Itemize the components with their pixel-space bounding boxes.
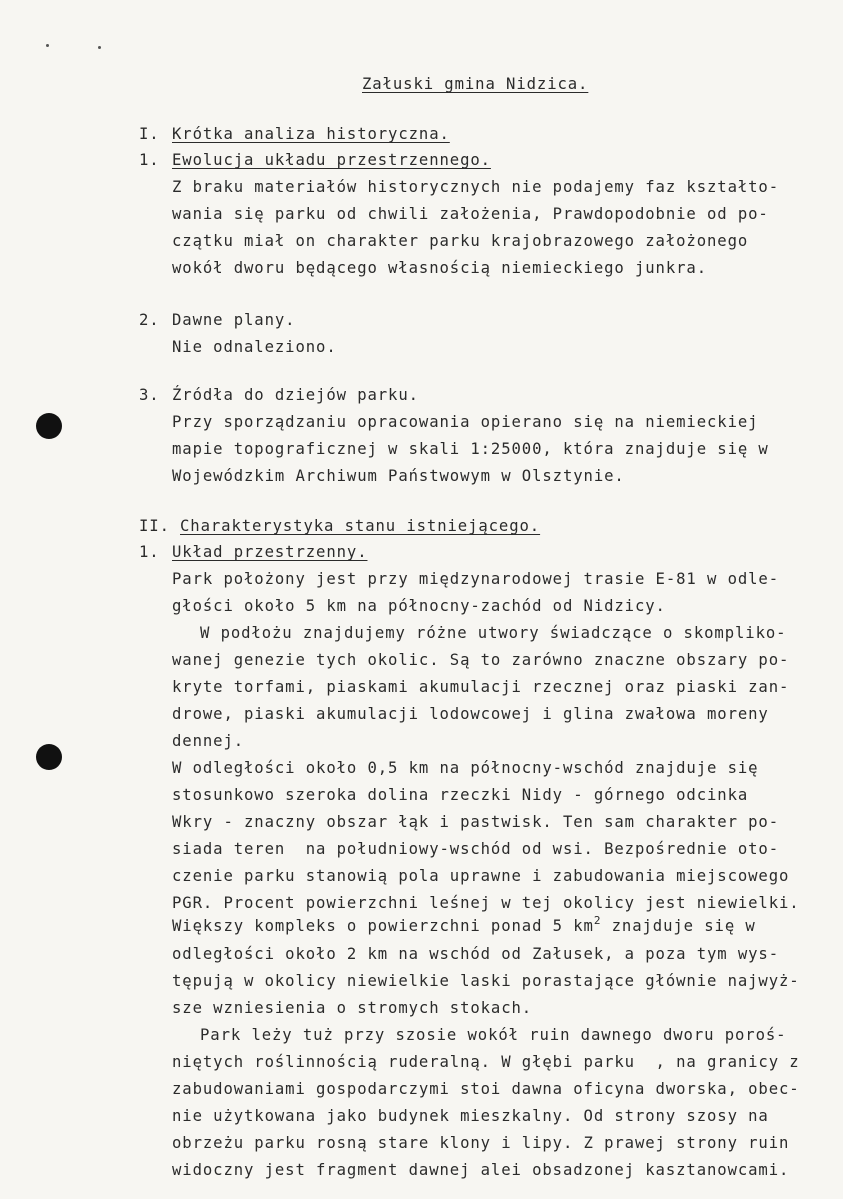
paragraph-line: czątku miał on charakter parku krajobrazowego założonego <box>172 232 749 250</box>
paragraph-line: nie użytkowana jako budynek mieszkalny. Od strony szosy na <box>172 1107 769 1125</box>
section-1-heading: Krótka analiza historyczna. <box>172 125 450 143</box>
line-text: znajduje się w <box>601 917 756 935</box>
paragraph-line: widoczny jest fragment dawnej alei obsadzonej kasztanowcami. <box>172 1161 790 1179</box>
document-title: Załuski gmina Nidzica. <box>362 75 589 93</box>
paragraph-line: głości około 5 km na północny-zachód od Nidzicy. <box>172 597 666 615</box>
paper-speck <box>98 46 101 49</box>
paragraph-line: drowe, piaski akumulacji lodowcowej i glina zwałowa moreny <box>172 705 769 723</box>
item-3-number: 3. <box>139 386 160 404</box>
item-3-heading: Źródła do dziejów parku. <box>172 386 419 404</box>
item-2-number: 2. <box>139 311 160 329</box>
paragraph-line: sze wzniesienia o stromych stokach. <box>172 999 533 1017</box>
paper-speck <box>46 44 49 47</box>
paragraph-line: czenie parku stanowią pola uprawne i zabudowania miejscowego <box>172 867 790 885</box>
paragraph-line: wanej genezie tych okolic. Są to zarówno znaczne obszary po- <box>172 651 790 669</box>
paragraph-line: Nie odnaleziono. <box>172 338 337 356</box>
section-2-heading: Charakterystyka stanu istniejącego. <box>180 517 541 535</box>
paragraph-line: wokół dworu będącego własnością niemieckiego junkra. <box>172 259 707 277</box>
paragraph-line: Park położony jest przy międzynarodowej trasie E-81 w odle- <box>172 570 780 588</box>
section-1-number: I. <box>139 125 160 143</box>
item-2-heading: Dawne plany. <box>172 311 296 329</box>
punch-hole-bottom <box>36 744 62 770</box>
paragraph-line: PGR. Procent powierzchni leśnej w tej okolicy jest niewielki. <box>172 894 800 912</box>
paragraph-line <box>172 916 756 936</box>
paragraph-line: zabudowaniami gospodarczymi stoi dawna oficyna dworska, obec- <box>172 1080 800 1098</box>
punch-hole-top <box>36 413 62 439</box>
item-1-number: 1. <box>139 151 160 169</box>
paragraph-line: siada teren na południowy-wschód od wsi. Bezpośrednie oto- <box>172 840 780 858</box>
paragraph-line: W odległości około 0,5 km na północny-wschód znajduje się <box>172 759 759 777</box>
paragraph-line: wania się parku od chwili założenia, Prawdopodobnie od po- <box>172 205 769 223</box>
paragraph-line: stosunkowo szeroka dolina rzeczki Nidy - górnego odcinka <box>172 786 749 804</box>
paragraph-line: obrzeżu parku rosną stare klony i lipy. Z prawej strony ruin <box>172 1134 790 1152</box>
line-text: Większy kompleks o powierzchni ponad 5 km <box>172 917 594 935</box>
item-1-heading: Ewolucja układu przestrzennego. <box>172 151 491 169</box>
paragraph-line: odległości około 2 km na wschód od Załusek, a poza tym wys- <box>172 945 780 963</box>
section-2-number: II. <box>139 517 170 535</box>
superscript: 2 <box>593 914 602 927</box>
paragraph-line: dennej. <box>172 732 245 750</box>
item-1-heading: Układ przestrzenny. <box>172 543 368 561</box>
paragraph-line: mapie topograficznej w skali 1:25000, która znajduje się w <box>172 440 769 458</box>
paragraph-line: Wojewódzkim Archiwum Państwowym w Olsztynie. <box>172 467 625 485</box>
paragraph-line: niętych roślinnością ruderalną. W głębi parku , na granicy z <box>172 1053 800 1071</box>
paragraph-line: kryte torfami, piaskami akumulacji rzecznej oraz piaski zan- <box>172 678 790 696</box>
paragraph-line: Przy sporządzaniu opracowania opierano się na niemieckiej <box>172 413 759 431</box>
paragraph-line: W podłożu znajdujemy różne utwory świadczące o skompliko- <box>200 624 787 642</box>
paragraph-line: Park leży tuż przy szosie wokół ruin dawnego dworu poroś- <box>200 1026 787 1044</box>
paragraph-line: tępują w okolicy niewielkie laski porastające głównie najwyż- <box>172 972 800 990</box>
paragraph-line: Wkry - znaczny obszar łąk i pastwisk. Ten sam charakter po- <box>172 813 780 831</box>
paragraph-line: Z braku materiałów historycznych nie podajemy faz kształto- <box>172 178 780 196</box>
item-1-number: 1. <box>139 543 160 561</box>
